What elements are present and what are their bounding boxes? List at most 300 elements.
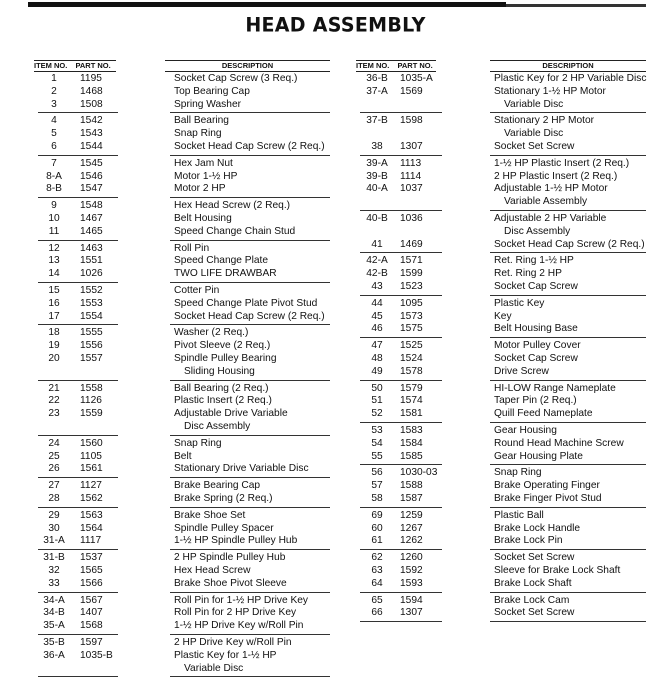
item-number: 9	[51, 200, 57, 212]
item-number: 27	[48, 480, 60, 492]
item-number: 29	[48, 509, 60, 521]
part-number: 1568	[80, 620, 103, 632]
left-itempart-column	[34, 60, 116, 72]
part-number: 1126	[80, 395, 102, 407]
part-number: 1547	[80, 183, 103, 195]
table-row	[0, 451, 671, 464]
part-number: 1579	[400, 382, 423, 394]
item-number: 28	[48, 493, 60, 504]
group-divider	[360, 507, 442, 508]
part-description: Variable Disc	[184, 662, 244, 674]
part-description: Plastic Key	[494, 297, 545, 309]
group-divider	[170, 112, 330, 113]
part-number: 1559	[80, 408, 103, 420]
part-number: 1558	[80, 382, 103, 394]
item-number: 63	[371, 565, 383, 576]
part-description: Brake Shoe Pivot Sleeve	[174, 577, 287, 589]
part-description: Variable Disc	[504, 98, 564, 110]
item-number: 30	[48, 522, 60, 534]
part-description: Ret. Ring 2 HP	[494, 268, 562, 280]
item-number: 6	[51, 141, 57, 152]
item-number: 31-B	[43, 552, 65, 564]
group-divider	[170, 507, 330, 508]
part-description: HI-LOW Range Nameplate	[494, 382, 616, 394]
part-number: 1571	[400, 255, 423, 267]
part-description: Key	[494, 310, 512, 322]
left-itempart-header	[34, 60, 116, 72]
group-divider	[360, 380, 442, 381]
item-number: 51	[371, 395, 383, 407]
table-row	[0, 493, 671, 506]
table-row	[0, 268, 671, 281]
item-number: 19	[48, 340, 60, 352]
part-description: Socket Head Cap Screw (2 Req.)	[174, 310, 325, 322]
table-row	[0, 323, 671, 336]
part-no-header: PART NO.	[397, 61, 433, 70]
part-description: Adjustable Drive Variable	[174, 408, 288, 420]
part-number: 1546	[80, 170, 103, 182]
part-description: Socket Set Screw	[494, 607, 575, 619]
table-row	[0, 663, 671, 676]
item-number: 32	[48, 565, 60, 576]
table-row	[0, 141, 671, 154]
group-divider	[38, 155, 118, 156]
part-number: 1544	[80, 141, 103, 152]
item-number: 1	[51, 73, 57, 84]
part-description: Speed Change Plate	[174, 255, 269, 267]
group-divider	[490, 112, 646, 113]
table-row	[0, 311, 671, 324]
group-divider	[490, 380, 646, 381]
item-number: 36-A	[43, 649, 65, 661]
table-row	[0, 650, 671, 663]
group-divider	[360, 592, 442, 593]
left-desc-column	[165, 60, 330, 72]
table-row	[0, 510, 671, 523]
part-number: 1563	[80, 509, 103, 521]
table-row	[0, 383, 671, 396]
item-number: 14	[48, 268, 60, 280]
part-number: 1583	[400, 425, 423, 436]
table-row	[0, 171, 671, 184]
part-number: 1543	[80, 128, 103, 140]
part-description: Brake Lock Shaft	[494, 577, 572, 589]
item-number: 5	[51, 128, 57, 140]
item-number: 40-B	[366, 213, 388, 224]
group-divider	[170, 676, 330, 677]
group-divider	[170, 549, 330, 550]
part-description: Belt Housing	[174, 213, 232, 224]
part-number: 1035-B	[80, 649, 113, 661]
group-divider	[360, 112, 442, 113]
part-number: 1593	[400, 577, 423, 589]
table-row	[0, 607, 671, 620]
table-row	[0, 281, 671, 294]
group-divider	[38, 549, 118, 550]
part-number: 1565	[80, 565, 103, 576]
item-number: 18	[48, 327, 60, 339]
item-no-header: ITEM NO.	[356, 61, 390, 70]
part-description: Hex Head Screw (2 Req.)	[174, 200, 291, 212]
part-description: Spindle Pulley Bearing	[174, 353, 277, 364]
part-number: 1463	[80, 242, 103, 254]
item-number: 47	[371, 340, 383, 352]
top-rule-right	[506, 4, 646, 7]
item-number: 20	[48, 353, 60, 364]
part-description: Socket Set Screw	[494, 141, 575, 152]
item-number: 25	[48, 450, 60, 462]
part-description: Sliding Housing	[184, 365, 255, 377]
part-number: 1581	[400, 408, 423, 420]
group-divider	[38, 634, 118, 635]
part-number: 1195	[80, 73, 102, 84]
part-number: 1578	[400, 365, 423, 377]
item-number: 60	[371, 522, 383, 534]
part-number: 1567	[80, 594, 103, 606]
part-description: Washer (2 Req.)	[174, 327, 249, 339]
group-divider	[490, 507, 646, 508]
part-description: Brake Lock Handle	[494, 522, 581, 534]
part-number: 1259	[400, 509, 423, 521]
part-description: Gear Housing	[494, 425, 557, 436]
table-row	[0, 353, 671, 366]
part-number: 1468	[80, 85, 103, 97]
part-description: Disc Assembly	[504, 225, 571, 237]
part-number: 1555	[80, 327, 103, 339]
part-description: Stationary 2 HP Motor	[494, 115, 595, 127]
item-number: 15	[48, 285, 60, 296]
item-no-header: ITEM NO.	[34, 61, 68, 70]
part-description: Sleeve for Brake Lock Shaft	[494, 565, 621, 576]
part-number: 1523	[400, 281, 423, 292]
part-number: 1036	[400, 213, 423, 224]
item-number: 66	[371, 607, 383, 619]
part-number: 1542	[80, 115, 103, 127]
part-description: 1-½ HP Drive Key w/Roll Pin	[174, 620, 304, 632]
part-number: 1598	[400, 115, 423, 127]
group-divider	[490, 210, 646, 211]
item-number: 69	[371, 509, 383, 521]
item-number: 43	[371, 281, 383, 292]
item-number: 22	[48, 395, 60, 407]
part-number: 1564	[80, 522, 103, 534]
group-divider	[360, 422, 442, 423]
table-row	[0, 408, 671, 421]
group-divider	[490, 252, 646, 253]
table-row	[0, 226, 671, 239]
part-description: Socket Cap Screw (3 Req.)	[174, 73, 298, 84]
table-row	[0, 438, 671, 451]
group-divider	[360, 549, 442, 550]
table-row	[0, 255, 671, 268]
item-number: 50	[371, 382, 383, 394]
part-number: 1554	[80, 310, 103, 322]
item-number: 35-B	[43, 637, 65, 648]
right-desc-header: DESCRIPTION	[490, 60, 646, 72]
part-description: Roll Pin	[174, 242, 210, 254]
part-description: Pivot Sleeve (2 Req.)	[174, 340, 271, 352]
part-number: 1465	[80, 225, 103, 237]
item-number: 2	[51, 85, 57, 97]
left-desc-header: DESCRIPTION	[165, 60, 330, 72]
table-row	[0, 115, 671, 128]
part-description: Cotter Pin	[174, 285, 220, 296]
item-number: 8-A	[46, 170, 62, 182]
part-number: 1574	[400, 395, 423, 407]
item-number: 37-B	[366, 115, 388, 127]
part-number: 1569	[400, 85, 423, 97]
group-divider	[170, 592, 330, 593]
part-description: Hex Head Screw	[174, 565, 251, 576]
part-description: Roll Pin for 2 HP Drive Key	[174, 607, 297, 619]
part-number: 1562	[80, 493, 103, 504]
part-description: Brake Spring (2 Req.)	[174, 493, 273, 504]
group-divider	[490, 592, 646, 593]
table-row	[0, 183, 671, 196]
group-divider	[490, 337, 646, 338]
group-divider	[170, 155, 330, 156]
group-divider	[490, 621, 646, 622]
right-desc-column	[490, 60, 646, 72]
part-number: 1095	[400, 297, 423, 309]
part-number: 1548	[80, 200, 103, 212]
part-description: Variable Assembly	[504, 196, 588, 208]
part-description: Adjustable 1-½ HP Motor	[494, 183, 608, 195]
part-description: Quill Feed Nameplate	[494, 408, 593, 420]
part-description: Roll Pin for 1-½ HP Drive Key	[174, 594, 308, 606]
table-row	[0, 158, 671, 171]
part-description: Brake Finger Pivot Stud	[494, 493, 602, 504]
item-number: 7	[51, 157, 57, 169]
part-number: 1035-A	[400, 73, 433, 84]
part-description: Spring Washer	[174, 98, 241, 110]
part-number: 1599	[400, 268, 423, 280]
part-description: Top Bearing Cap	[174, 85, 250, 97]
item-number: 41	[371, 238, 383, 250]
part-number: 1585	[400, 450, 423, 462]
part-number: 1551	[80, 255, 103, 267]
table-row	[0, 395, 671, 408]
part-number: 1307	[400, 607, 423, 619]
item-number: 21	[48, 382, 60, 394]
table-row	[0, 99, 671, 112]
group-divider	[490, 549, 646, 550]
part-description: Brake Shoe Set	[174, 509, 246, 521]
item-number: 31-A	[43, 535, 65, 547]
part-description: Plastic Key for 1-½ HP	[174, 649, 277, 661]
part-description: Round Head Machine Screw	[494, 437, 624, 449]
group-divider	[360, 252, 442, 253]
part-description: Speed Change Plate Pivot Stud	[174, 297, 318, 309]
part-number: 1407	[80, 607, 103, 619]
part-description: Brake Bearing Cap	[174, 480, 261, 492]
part-number: 1573	[400, 310, 423, 322]
part-number: 1561	[80, 463, 103, 475]
part-description: Speed Change Chain Stud	[174, 225, 296, 237]
group-divider	[360, 621, 442, 622]
part-description: Stationary Drive Variable Disc	[174, 463, 309, 475]
part-description: Snap Ring	[174, 437, 222, 449]
part-number: 1267	[400, 522, 423, 534]
part-description: Variable Disc	[504, 128, 564, 140]
table-row	[0, 213, 671, 226]
part-description: Snap Ring	[494, 467, 542, 479]
part-description: Socket Set Screw	[494, 552, 575, 564]
group-divider	[490, 422, 646, 423]
table-row	[0, 298, 671, 311]
item-number: 10	[48, 213, 60, 224]
part-number: 1537	[80, 552, 103, 564]
part-number: 1026	[80, 268, 103, 280]
item-number: 42-B	[366, 268, 388, 280]
item-number: 49	[371, 365, 383, 377]
part-description: Drive Screw	[494, 365, 549, 377]
group-divider	[490, 295, 646, 296]
part-description: Ball Bearing	[174, 115, 229, 127]
part-number: 1556	[80, 340, 103, 352]
part-description: Motor 2 HP	[174, 183, 226, 195]
part-number: 1469	[400, 238, 423, 250]
item-number: 42-A	[366, 255, 388, 267]
part-number: 1467	[80, 213, 103, 224]
part-description: Snap Ring	[174, 128, 222, 140]
part-description: Hex Jam Nut	[174, 157, 233, 169]
part-no-header: PART NO.	[75, 61, 111, 70]
item-number: 45	[371, 310, 383, 322]
part-description: 2 HP Drive Key w/Roll Pin	[174, 637, 292, 648]
item-number: 62	[371, 552, 383, 564]
item-number: 54	[371, 437, 383, 449]
table-row	[0, 239, 671, 252]
table-row	[0, 535, 671, 548]
part-description: Socket Cap Screw	[494, 353, 578, 364]
item-number: 39-B	[366, 170, 388, 182]
part-number: 1597	[80, 637, 103, 648]
part-number: 1588	[400, 480, 423, 492]
part-number: 1560	[80, 437, 103, 449]
part-description: Brake Operating Finger	[494, 480, 600, 492]
group-divider	[38, 112, 118, 113]
part-description: Plastic Ball	[494, 509, 544, 521]
part-description: Gear Housing Plate	[494, 450, 583, 462]
item-number: 56	[371, 467, 383, 479]
group-divider	[360, 295, 442, 296]
item-number: 12	[48, 242, 60, 254]
item-number: 39-A	[366, 157, 388, 169]
group-divider	[360, 464, 442, 465]
part-description: Disc Assembly	[184, 421, 251, 432]
item-number: 38	[371, 141, 383, 152]
item-number: 17	[48, 310, 60, 322]
part-number: 1037	[400, 183, 423, 195]
item-number: 53	[371, 425, 383, 436]
part-number: 1584	[400, 437, 423, 449]
part-number: 1508	[80, 98, 103, 110]
table-row	[0, 86, 671, 99]
part-number: 1030-03	[400, 467, 438, 479]
part-number: 1553	[80, 297, 103, 309]
item-number: 48	[371, 353, 383, 364]
group-divider	[490, 464, 646, 465]
item-number: 33	[48, 577, 60, 589]
part-number: 1594	[400, 594, 423, 606]
right-itempart-column	[356, 60, 436, 72]
table-row	[0, 73, 671, 86]
part-number: 1557	[80, 353, 103, 364]
right-itempart-header	[356, 60, 436, 72]
table-row	[0, 340, 671, 353]
item-number: 37-A	[366, 85, 388, 97]
part-number: 1113	[400, 157, 422, 169]
item-number: 40-A	[366, 183, 388, 195]
item-number: 24	[48, 437, 60, 449]
table-row	[0, 552, 671, 565]
group-divider	[170, 380, 330, 381]
table-row	[0, 128, 671, 141]
group-divider	[38, 592, 118, 593]
part-description: 2 HP Plastic Insert (2 Req.)	[494, 170, 618, 182]
table-row	[0, 565, 671, 578]
group-divider	[360, 337, 442, 338]
page-title: HEAD ASSEMBLY	[245, 13, 426, 37]
part-number: 1525	[400, 340, 423, 352]
table-row	[0, 196, 671, 209]
part-description: 1-½ HP Spindle Pulley Hub	[174, 535, 298, 547]
item-number: 4	[51, 115, 57, 127]
item-number: 44	[371, 297, 383, 309]
part-number: 1117	[80, 535, 102, 547]
part-number: 1524	[400, 353, 423, 364]
part-description: Socket Head Cap Screw (2 Req.)	[174, 141, 325, 152]
part-number: 1260	[400, 552, 423, 564]
item-number: 35-A	[43, 620, 65, 632]
part-description: Brake Lock Cam	[494, 594, 570, 606]
part-number: 1545	[80, 157, 103, 169]
group-divider	[38, 380, 118, 381]
group-divider	[490, 155, 646, 156]
table-row	[0, 366, 671, 379]
part-description: 1-½ HP Plastic Insert (2 Req.)	[494, 157, 630, 169]
part-description: Plastic Key for 2 HP Variable Disc	[494, 73, 647, 84]
part-description: Taper Pin (2 Req.)	[494, 395, 577, 407]
part-number: 1114	[400, 170, 422, 182]
item-number: 26	[48, 463, 60, 475]
part-number: 1592	[400, 565, 423, 576]
part-description: Plastic Insert (2 Req.)	[174, 395, 272, 407]
part-description: Belt Housing Base	[494, 323, 578, 335]
item-number: 3	[51, 98, 57, 110]
part-number: 1307	[400, 141, 423, 152]
part-description: Ret. Ring 1-½ HP	[494, 255, 574, 267]
group-divider	[38, 676, 118, 677]
top-rule	[28, 2, 506, 7]
part-description: Stationary 1-½ HP Motor	[494, 85, 606, 97]
item-number: 8-B	[46, 183, 62, 195]
item-number: 52	[371, 408, 383, 420]
item-number: 64	[371, 577, 383, 589]
item-number: 34-A	[43, 594, 65, 606]
part-number: 1552	[80, 285, 103, 296]
group-divider	[360, 210, 442, 211]
item-number: 57	[371, 480, 383, 492]
item-number: 34-B	[43, 607, 65, 619]
part-description: Spindle Pulley Spacer	[174, 522, 274, 534]
table-row	[0, 467, 671, 480]
part-description: Socket Head Cap Screw (2 Req.)	[494, 238, 645, 250]
part-description: Brake Lock Pin	[494, 535, 563, 547]
table-row	[0, 578, 671, 591]
part-number: 1127	[80, 480, 102, 492]
